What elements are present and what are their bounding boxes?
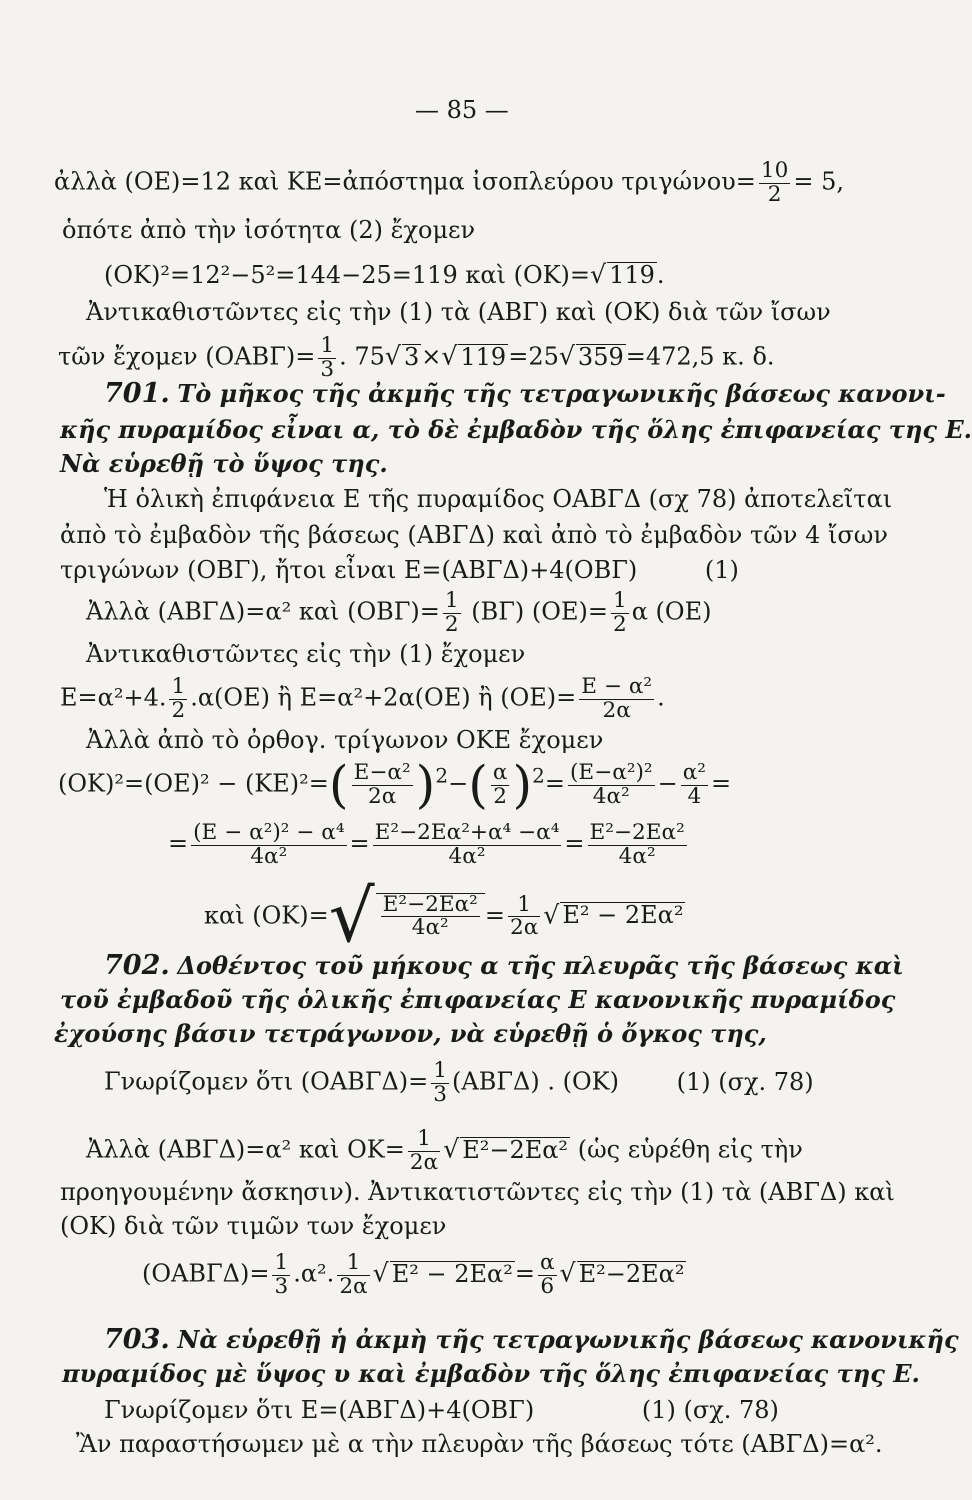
fraction xyxy=(381,891,480,941)
equation-number: (1) xyxy=(704,556,739,584)
text-segment: = xyxy=(349,829,370,858)
radical-sign: √ xyxy=(443,1134,460,1164)
fraction xyxy=(681,762,708,808)
text-segment: τῶν ἔχομεν (ΟΑΒΓ)= xyxy=(58,342,316,371)
denominator: 2α xyxy=(579,699,654,723)
text-segment: (ΟΚ)²=(ΟΕ)² − (ΚΕ)²= xyxy=(58,769,329,798)
text-segment: − xyxy=(657,769,678,798)
text-segment: (ΟΑΒΓΔ)= xyxy=(142,1259,270,1288)
problem-statement-line: κῆς πυραμίδος εἶναι α, τὸ δὲ ἐμβαδὸν τῆς ὅλης ἐπιφανείας της Ε. xyxy=(60,415,972,444)
text-segment: = xyxy=(514,1259,535,1288)
equation-line xyxy=(168,822,690,868)
problem-statement-line: τοῦ ἐμβαδοῦ τῆς ὁλικῆς ἐπιφανείας Ε κανονικῆς πυραμίδος xyxy=(60,985,896,1014)
denominator: 2 xyxy=(444,611,459,637)
equation-line xyxy=(58,335,775,381)
text-line: (ΟΚ) διὰ τῶν τιμῶν των ἔχομεν xyxy=(60,1212,447,1240)
problem-statement: Δοθέντος τοῦ μήκους α τῆς πλευρᾶς τῆς βάσεως καὶ xyxy=(177,951,904,980)
equation-line xyxy=(60,676,665,722)
numerator: Ε²−2Εα² xyxy=(589,820,685,845)
text-segment: = xyxy=(710,769,732,798)
equation-line xyxy=(86,1128,803,1174)
text-segment: =472,5 κ. δ. xyxy=(625,342,775,371)
fraction xyxy=(568,762,655,808)
equation-number: (1) (σχ. 78) xyxy=(641,1396,779,1424)
text-line xyxy=(54,160,844,206)
fraction xyxy=(611,590,629,636)
equation-number: (1) (σχ. 78) xyxy=(676,1067,814,1096)
paren: ) xyxy=(415,755,436,815)
denominator: 4α² xyxy=(191,845,346,869)
radicand: Ε² − 2Εα² xyxy=(391,1259,513,1288)
radicand: 119 xyxy=(460,342,507,371)
numerator: α xyxy=(539,1250,555,1275)
denominator: 2α xyxy=(509,915,539,941)
denominator: 2 xyxy=(171,697,186,723)
text-line: Ἀλλὰ ἀπὸ τὸ ὀρθογ. τρίγωνον ΟΚΕ ἔχομεν xyxy=(86,726,604,754)
numerator: 1 xyxy=(612,588,627,613)
radical-sign: √ xyxy=(328,874,375,958)
numerator: Ε²−2Εα² xyxy=(382,891,478,917)
text-segment: .α(ΟΕ) ἢ Ε=α²+2α(ΟΕ) ἢ (ΟΕ)= xyxy=(190,683,577,712)
text-segment: × xyxy=(421,342,442,371)
denominator: 6 xyxy=(538,1275,557,1299)
numerator: 10 xyxy=(760,158,789,183)
problem-statement: Νὰ εὑρεθῇ ἡ ἀκμὴ τῆς τετραγωνικῆς βάσεως κανονικῆς xyxy=(177,1325,959,1354)
radical-sign: √ xyxy=(384,341,401,371)
problem-statement-line: Νὰ εὑρεθῇ τὸ ὕψος της. xyxy=(60,449,388,478)
radicand: Ε²−2Εα² xyxy=(578,1259,685,1288)
fraction xyxy=(443,590,461,636)
text-line: Ἀντικαθιστῶντες εἰς τὴν (1) τὰ (ΑΒΓ) καὶ (ΟΚ) διὰ τῶν ἴσων xyxy=(86,298,831,326)
radicand: Ε² − 2Εα² xyxy=(562,901,684,930)
text-segment: . 75 xyxy=(339,342,385,371)
radical-sign: √ xyxy=(558,341,575,371)
equation-line xyxy=(58,755,732,815)
fraction xyxy=(272,1252,290,1298)
equation-line xyxy=(142,1252,686,1298)
text-segment: . xyxy=(656,261,665,289)
numerator: (Ε−α²)² xyxy=(569,760,653,785)
exponent: 2 xyxy=(435,763,449,788)
radical-sign: √ xyxy=(559,1258,576,1288)
fraction xyxy=(191,822,346,868)
fraction xyxy=(431,1060,449,1106)
denominator: 2 xyxy=(612,611,627,637)
fraction xyxy=(337,1252,369,1298)
text-line xyxy=(60,558,739,582)
problem-703-heading xyxy=(104,1326,959,1353)
denominator: 4α² xyxy=(381,916,480,940)
numerator: 1 xyxy=(433,1058,448,1083)
text-line: Ἀντικαθιστῶντες εἰς τὴν (1) ἔχομεν xyxy=(86,640,526,668)
fraction xyxy=(373,822,562,868)
fraction xyxy=(538,1252,557,1298)
radical-sign: √ xyxy=(543,900,560,930)
radicand: 3 xyxy=(403,342,420,371)
problem-statement: Τὸ μῆκος τῆς ἀκμῆς τῆς τετραγωνικῆς βάσεως κανονι- xyxy=(177,379,946,408)
text-segment: = xyxy=(564,829,585,858)
problem-number: 701. xyxy=(104,378,170,409)
radicand xyxy=(376,893,485,940)
fraction xyxy=(491,762,510,808)
radicand: 359 xyxy=(577,342,624,371)
numerator: 1 xyxy=(171,674,186,699)
paren: ( xyxy=(328,755,349,815)
numerator: α xyxy=(492,760,508,785)
equation-line xyxy=(204,874,685,958)
text-segment: (ΟΚ)²=12²−5²=144−25=119 καὶ (ΟΚ)= xyxy=(104,261,591,289)
text-segment: Ἀλλὰ (ΑΒΓΔ)=α² καὶ (ΟΒΓ)= xyxy=(86,597,440,626)
text-segment: Γνωρίζομεν ὅτι (ΟΑΒΓΔ)= xyxy=(104,1067,429,1096)
numerator: 1 xyxy=(320,333,335,358)
denominator: 4α² xyxy=(568,785,655,809)
numerator: 1 xyxy=(417,1126,431,1151)
problem-number: 702. xyxy=(104,950,170,981)
numerator: Ε − α² xyxy=(581,674,653,699)
text-segment: Γνωρίζομεν ὅτι Ε=(ΑΒΓΔ)+4(ΟΒΓ) xyxy=(104,1396,535,1424)
page-number: — 85 — xyxy=(415,96,509,124)
denominator: 3 xyxy=(274,1273,289,1299)
radical-sign: √ xyxy=(441,341,458,371)
problem-702-heading xyxy=(104,952,904,979)
denominator: 2α xyxy=(352,785,413,809)
radical-sign: √ xyxy=(372,1258,389,1288)
text-line: Ἡ ὁλικὴ ἐπιφάνεια Ε τῆς πυραμίδος ΟΑΒΓΔ (σχ 78) ἀποτελεῖται xyxy=(104,485,893,513)
text-segment: = 5, xyxy=(793,167,844,196)
paren: ( xyxy=(468,755,488,815)
numerator: 1 xyxy=(346,1250,361,1275)
text-segment: = xyxy=(168,829,189,858)
numerator: 1 xyxy=(517,891,531,917)
numerator: 1 xyxy=(274,1250,289,1275)
denominator: 2α xyxy=(409,1149,439,1175)
text-segment: (ΒΓ) (ΟΕ)= xyxy=(463,597,608,626)
denominator: 2 xyxy=(759,183,790,207)
fraction xyxy=(408,1128,440,1174)
denominator: 3 xyxy=(433,1081,448,1107)
fraction xyxy=(579,676,654,722)
fraction xyxy=(588,822,687,868)
text-segment: = xyxy=(544,769,565,798)
problem-number: 703. xyxy=(104,1324,170,1355)
equation-line xyxy=(104,262,665,287)
text-line xyxy=(104,1398,779,1422)
text-segment: α (ΟΕ) xyxy=(631,597,712,626)
fraction xyxy=(759,160,790,206)
denominator: 2 xyxy=(491,785,510,809)
radicand: Ε²−2Εα² xyxy=(462,1135,569,1164)
denominator: 4α² xyxy=(373,845,562,869)
text-line: προηγουμένην ἄσκησιν). Ἀντικατιστῶντες εἰς τὴν (1) τὰ (ΑΒΓΔ) καὶ xyxy=(60,1178,895,1206)
paren: ) xyxy=(512,755,533,815)
text-segment: τριγώνων (ΟΒΓ), ἤτοι εἶναι Ε=(ΑΒΓΔ)+4(ΟΒΓ) xyxy=(60,556,638,584)
text-segment: (ΑΒΓΔ) . (ΟΚ) xyxy=(452,1067,619,1096)
numerator: (Ε − α²)² − α⁴ xyxy=(193,820,345,845)
text-segment: =25 xyxy=(508,342,559,371)
problem-statement-line: πυραμίδος μὲ ὕψος υ καὶ ἐμβαδὸν τῆς ὅλης ἐπιφανείας της Ε. xyxy=(62,1359,920,1388)
denominator: 4 xyxy=(681,785,708,809)
numerator: 1 xyxy=(444,588,459,613)
numerator: Ε²−2Εα²+α⁴ −α⁴ xyxy=(374,820,560,845)
denominator: 3 xyxy=(320,356,335,382)
fraction xyxy=(508,891,540,941)
radicand: 119 xyxy=(609,261,655,289)
fraction xyxy=(169,676,187,722)
exponent: 2 xyxy=(532,763,545,788)
equation-line xyxy=(104,1060,814,1106)
text-segment: Ἀλλὰ (ΑΒΓΔ)=α² καὶ ΟΚ= xyxy=(86,1135,405,1164)
numerator: α² xyxy=(682,760,706,785)
radical-sign: √ xyxy=(590,260,607,289)
text-segment: (ὡς εὑρέθη εἰς τὴν xyxy=(577,1135,803,1164)
denominator: 2α xyxy=(339,1273,368,1299)
fraction xyxy=(352,762,413,808)
text-segment: .α². xyxy=(293,1259,335,1288)
text-segment: Ε=α²+4. xyxy=(60,683,167,712)
text-segment: − xyxy=(448,769,469,798)
fraction xyxy=(318,335,336,381)
denominator: 4α² xyxy=(588,845,687,869)
text-segment: ἀλλὰ (ΟΕ)=12 καὶ ΚΕ=ἀπόστημα ἰσοπλεύρου τριγώνου= xyxy=(54,167,756,196)
text-segment: . xyxy=(657,683,665,712)
text-segment: καὶ (ΟΚ)= xyxy=(204,901,329,930)
text-line: Ἂν παραστήσωμεν μὲ α τὴν πλευρὰν τῆς βάσεως τότε (ΑΒΓΔ)=α². xyxy=(76,1430,883,1458)
text-segment: = xyxy=(484,901,505,930)
equation-line xyxy=(86,590,711,636)
text-line: ἀπὸ τὸ ἐμβαδὸν τῆς βάσεως (ΑΒΓΔ) καὶ ἀπὸ τὸ ἐμβαδὸν τῶν 4 ἴσων xyxy=(60,521,888,549)
problem-701-heading xyxy=(104,380,946,407)
problem-statement-line: ἐχούσης βάσιν τετράγωνον, νὰ εὑρεθῇ ὁ ὄγκος της, xyxy=(54,1019,767,1048)
text-line: ὁπότε ἀπὸ τὴν ἰσότητα (2) ἔχομεν xyxy=(62,216,476,244)
numerator: Ε−α² xyxy=(353,760,411,785)
